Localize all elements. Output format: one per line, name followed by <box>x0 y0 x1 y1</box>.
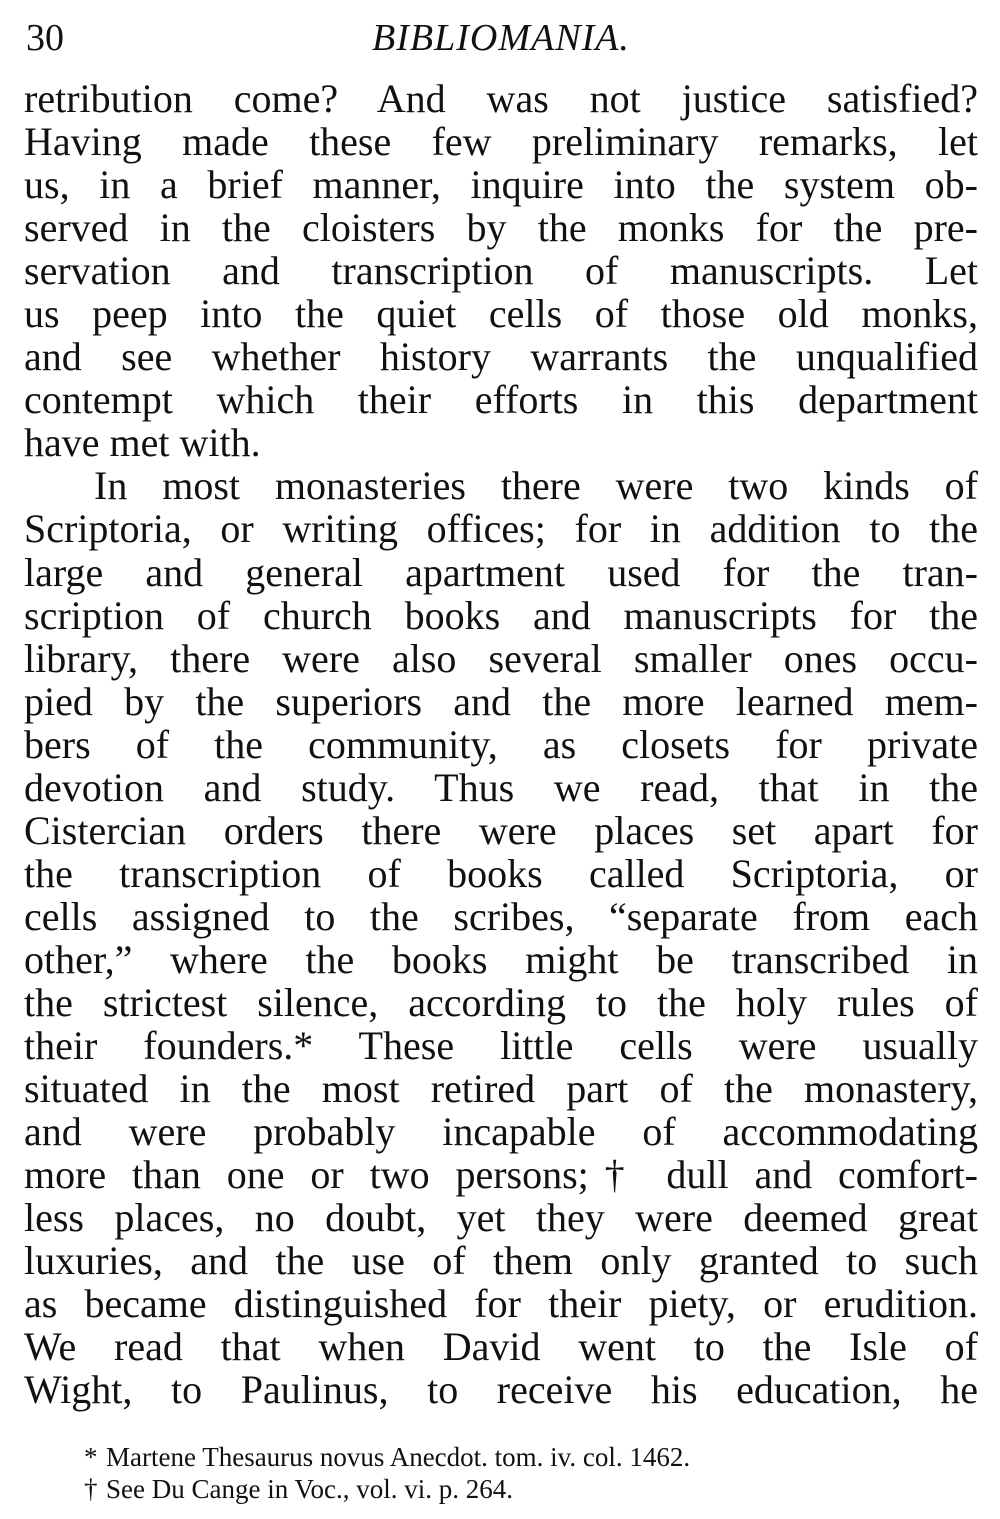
footnote <box>84 1441 964 1473</box>
page-number: 30 <box>26 17 64 59</box>
text-line: devotion and study. Thus we read, that in the <box>24 764 978 810</box>
text-line: served in the cloisters by the monks for the pre- <box>24 205 978 251</box>
text-line: Wight, to Paulinus, to receive his education, he <box>24 1367 978 1413</box>
text-line: luxuries, and the use of them only granted to such <box>24 1238 978 1284</box>
text-line: more than one or two persons;† dull and comfort- <box>24 1152 978 1198</box>
footnote-text: Martene Thesaurus novus Anecdot. tom. iv. col. 1462. <box>106 1442 691 1472</box>
text-line: scription of church books and manuscripts for the <box>24 592 978 638</box>
text-line: other,” where the books might be transcribed in <box>24 936 978 982</box>
text-line: library, there were also several smaller ones occu- <box>24 635 978 681</box>
footnote-mark: † <box>84 1474 98 1504</box>
text-line: and were probably incapable of accommodating <box>24 1109 978 1155</box>
text-line: servation and transcription of manuscripts. Let <box>24 248 978 294</box>
footnote-mark: * <box>84 1442 98 1472</box>
page-header <box>26 14 976 66</box>
text-line: Scriptoria, or writing offices; for in addition to the <box>24 506 978 552</box>
text-line: We read that when David went to the Isle of <box>24 1324 978 1370</box>
text-line: cells assigned to the scribes, “separate from each <box>24 893 978 939</box>
text-line: the strictest silence, according to the holy rules of <box>24 979 978 1025</box>
text-line: as became distinguished for their piety, or erudition. <box>24 1281 978 1327</box>
footnotes <box>84 1441 964 1505</box>
text-line: their founders.* These little cells were usually <box>24 1023 978 1069</box>
text-line: retribution come? And was not justice satisfied? <box>24 76 978 121</box>
text-line: the transcription of books called Scriptoria, or <box>24 850 978 896</box>
text-line: situated in the most retired part of the monastery, <box>24 1066 978 1112</box>
text-line: contempt which their efforts in this department <box>24 377 978 423</box>
text-line: In most monasteries there were two kinds of <box>94 463 978 509</box>
text-line: less places, no doubt, yet they were deemed great <box>24 1195 978 1241</box>
text-line: Cistercian orders there were places set apart for <box>24 807 978 853</box>
text-line: have met with. <box>24 420 261 466</box>
text-line: pied by the superiors and the more learned mem- <box>24 678 978 724</box>
text-line: bers of the community, as closets for private <box>24 721 978 767</box>
running-head: BIBLIOMANIA. <box>372 17 630 59</box>
text-line: us, in a brief manner, inquire into the system ob- <box>24 162 978 208</box>
text-line: and see whether history warrants the unqualified <box>24 334 978 380</box>
text-line: large and general apartment used for the tran- <box>24 549 978 595</box>
text-line: us peep into the quiet cells of those old monks, <box>24 291 978 337</box>
body-text <box>24 77 978 1411</box>
footnote-text: See Du Cange in Voc., vol. vi. p. 264. <box>106 1474 513 1504</box>
text-line: Having made these few preliminary remarks, let <box>24 119 978 165</box>
footnote <box>84 1473 964 1505</box>
